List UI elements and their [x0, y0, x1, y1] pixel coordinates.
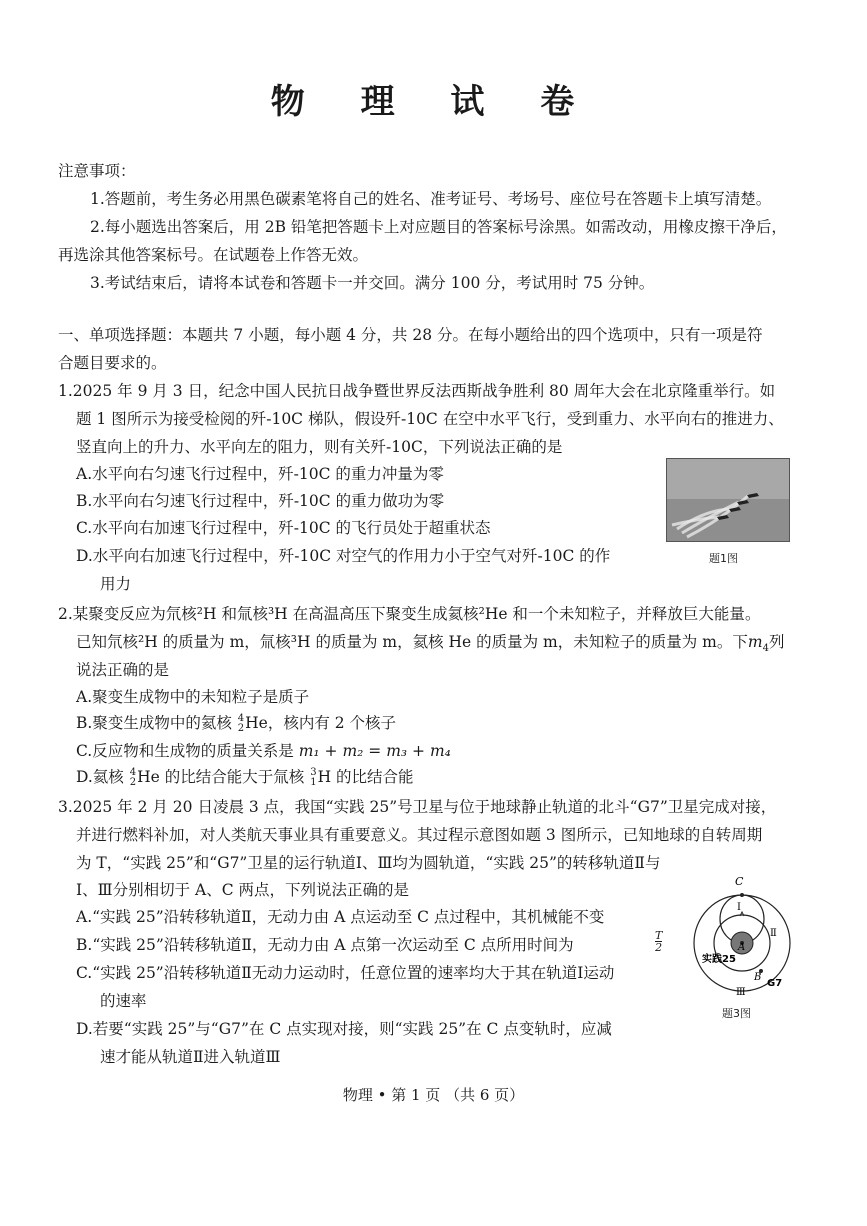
q1-figure-caption: 题1图 [709, 552, 738, 565]
q2-mass-symbol: m [747, 633, 763, 651]
notice-heading: 注意事项： [58, 162, 136, 180]
notice-item: 3.考试结束后，请将本试卷和答题卡一并交回。满分 100 分，考试用时 75 分钟。 [90, 274, 655, 292]
label-a: A [738, 942, 746, 953]
q2-option-c [76, 740, 451, 762]
q2-option-b [76, 712, 396, 734]
page-footer: 物理 • 第 1 页 （共 6 页） [342, 1086, 525, 1104]
frac-numerator: T [655, 928, 663, 942]
q3-stem: 为 T，“实践 25”和“G7”卫星的运行轨道Ⅰ、Ⅲ均为圆轨道，“实践 25”的转移轨道Ⅱ与 [76, 854, 661, 872]
page-title: 物 理 试 卷 [270, 82, 597, 122]
q2-option-d-text-end: H 的比结合能 [317, 768, 414, 786]
label-orbit-iii: Ⅲ [736, 987, 746, 998]
q3-option-c-cont: 的速率 [100, 992, 147, 1010]
q2-stem-text: 已知氘核²H 的质量为 m，氚核³H 的质量为 m，氦核 He 的质量为 m，未知粒子的质量为 m。下 [76, 633, 748, 651]
q2-mass-subscript: 4 [762, 643, 769, 655]
q2-option-d-text-mid: He 的比结合能大于氚核 [137, 768, 305, 786]
label-orbit-ii: Ⅱ [770, 928, 777, 939]
h-nuclide-numbers [310, 768, 316, 788]
q3-option-a: A.“实践 25”沿转移轨道Ⅱ，无动力由 A 点运动至 C 点过程中，其机械能不变 [76, 908, 605, 926]
q1-option-d-cont: 用力 [100, 575, 132, 593]
atomic-number: 1 [310, 777, 317, 788]
q1-stem: 竖直向上的升力、水平向左的阻力，则有关歼-10C，下列说法正确的是 [76, 438, 563, 456]
label-g7: G7 [767, 978, 783, 989]
q3-orbit-diagram [690, 868, 800, 998]
q2-option-d-text: D.氦核 [76, 768, 124, 786]
q3-option-d-cont: 速才能从轨道Ⅱ进入轨道Ⅲ [100, 1048, 281, 1066]
q2-stem: 2.某聚变反应为氘核²H 和氚核³H 在高温高压下聚变生成氦核²He 和一个未知粒子，并释放巨大能量。 [58, 605, 761, 623]
q2-stem-text-end: 列 [768, 633, 785, 651]
q3-figure-caption: 题3图 [722, 1007, 751, 1020]
point-c [740, 893, 744, 897]
q2-option-b-text: B.聚变生成物中的氦核 [76, 714, 232, 732]
period-fraction [655, 930, 662, 953]
q3-option-c: C.“实践 25”沿转移轨道Ⅱ无动力运动时，任意位置的速率均大于其在轨道Ⅰ运动 [76, 964, 615, 982]
mass-number: 3 [310, 767, 317, 778]
mass-number: 4 [237, 713, 245, 724]
atomic-number: 2 [237, 723, 245, 734]
label-c: C [735, 875, 744, 888]
q1-option-d: D.水平向右加速飞行过程中，歼-10C 对空气的作用力小于空气对歼-10C 的作 [76, 547, 611, 565]
section-heading-cont: 合题目要求的。 [58, 354, 167, 372]
notice-item: 2.每小题选出答案后，用 2B 铅笔把答题卡上对应题目的答案标号涂黑。如需改动，用橡皮擦干净后， [90, 218, 787, 236]
q2-option-a: A.聚变生成物中的未知粒子是质子 [76, 688, 310, 706]
mass-number: 4 [129, 767, 137, 778]
q3-option-b-frac [654, 929, 663, 953]
q1-figure-photo [666, 458, 790, 542]
jet-formation-image [667, 459, 789, 541]
label-satellite: 实践25 [702, 954, 736, 965]
label-orbit-i: Ⅰ [737, 902, 741, 913]
q2-option-d [76, 766, 414, 788]
q2-option-c-text: C.反应物和生成物的质量关系是 [76, 742, 294, 760]
label-b: B [754, 972, 762, 983]
section-heading: 一、单项选择题：本题共 7 小题，每小题 4 分，共 28 分。在每小题给出的四个选项中，只有一项是符 [58, 326, 763, 344]
q3-stem: 3.2025 年 2 月 20 日凌晨 3 点，我国“实践 25”号卫星与位于地球静止轨道的北斗“G7”卫星完成对接， [58, 798, 777, 816]
q3-stem: Ⅰ、Ⅲ分别相切于 A、C 两点，下列说法正确的是 [76, 881, 409, 899]
notice-item: 再选涂其他答案标号。在试题卷上作答无效。 [58, 246, 369, 264]
q2-option-b-text-end: He，核内有 2 个核子 [245, 714, 397, 732]
q3-stem: 并进行燃料补加，对人类航天事业具有重要意义。其过程示意图如题 3 图所示，已知地球的自转周期 [76, 826, 763, 844]
frac-denominator: 2 [655, 940, 663, 954]
q2-mass-equation: m₁ + m₂ = m₃ + m₄ [298, 742, 451, 760]
q3-option-b: B.“实践 25”沿转移轨道Ⅱ，无动力由 A 点第一次运动至 C 点所用时间为 [76, 936, 574, 954]
q2-stem: 说法正确的是 [76, 661, 170, 679]
he-nuclide-numbers [238, 714, 244, 734]
q1-option-a: A.水平向右匀速飞行过程中，歼-10C 的重力冲量为零 [76, 465, 444, 483]
q1-option-b: B.水平向右匀速飞行过程中，歼-10C 的重力做功为零 [76, 492, 445, 510]
q3-option-d: D.若要“实践 25”与“G7”在 C 点实现对接，则“实践 25”在 C 点变轨时，应减 [76, 1020, 612, 1038]
q1-stem: 题 1 图所示为接受检阅的歼-10C 梯队，假设歼-10C 在空中水平飞行，受到重力、水平向右的推进力、 [76, 410, 784, 428]
q2-stem [76, 631, 784, 657]
atomic-number: 2 [129, 777, 137, 788]
he-nuclide-numbers [130, 768, 136, 788]
q1-option-c: C.水平向右加速飞行过程中，歼-10C 的飞行员处于超重状态 [76, 519, 491, 537]
q1-stem: 1.2025 年 9 月 3 日，纪念中国人民抗日战争暨世界反法西斯战争胜利 80 周年大会在北京隆重举行。如 [58, 382, 776, 400]
notice-item: 1.答题前，考生务必用黑色碳素笔将自己的姓名、准考证号、考场号、座位号在答题卡上填写清楚。 [90, 190, 772, 208]
